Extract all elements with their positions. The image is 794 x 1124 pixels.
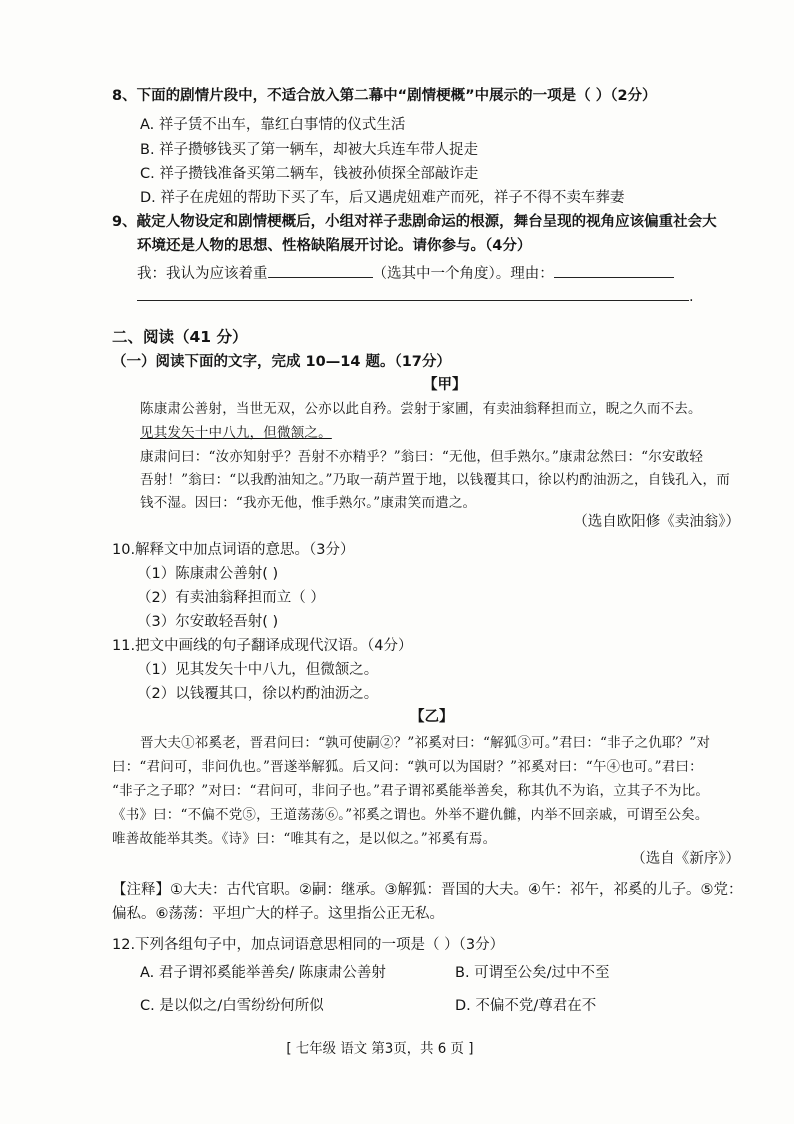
q8-option-c: C. 祥子攒钱准备买第二辆车，钱被孙侦探全部敲诈走 bbox=[140, 166, 479, 182]
yi-line-5: 唯善故能举其类。《诗》曰：“唯其有之，是以似之。”祁奚有焉。 bbox=[112, 831, 497, 847]
notes-line-1: 【注释】①大夫：古代官职。②嗣：继承。③解狐：晋国的大夫。④午：祁午，祁奚的儿子。⑤党： bbox=[112, 882, 743, 898]
q9-answer-prefix: 我：我认为应该着重 bbox=[137, 266, 268, 282]
jia-source: （选自欧阳修《卖油翁》） bbox=[573, 514, 740, 530]
yi-source: （选自《新序》） bbox=[631, 851, 740, 867]
q11-stem: 11.把文中画线的句子翻译成现代汉语。（4分） bbox=[112, 638, 413, 654]
q9-angle-blank[interactable] bbox=[268, 263, 373, 278]
q8-option-b: B. 祥子攒够钱买了第一辆车，却被大兵连车带人捉走 bbox=[140, 142, 479, 158]
q12-option-c: C. 是以似之/白雪纷纷何所似 bbox=[140, 998, 324, 1014]
q9-answer-mid: （选其中一个角度）。理由： bbox=[372, 266, 554, 282]
q12-option-b: B. 可谓至公矣/过中不至 bbox=[455, 965, 610, 981]
q10-item-2: （2）有卖油翁释担而立（ ） bbox=[137, 590, 325, 606]
yi-line-4: 《书》曰：“不偏不党⑤，王道荡荡⑥。”祁奚之谓也。外举不避仇雠，内举不回亲戚，可谓至公矣。 bbox=[112, 807, 709, 823]
q11-item-1: （1）见其发矢十中八九，但微颔之。 bbox=[137, 662, 379, 678]
jia-line-5: 钱不湿。因曰：“我亦无他，惟手熟尔。”康肃笑而遣之。 bbox=[140, 495, 477, 511]
q12-option-d: D. 不偏不党/尊君在不 bbox=[455, 998, 597, 1014]
q8-option-a: A. 祥子赁不出车，靠红白事情的仪式生活 bbox=[140, 117, 406, 133]
jia-line-2: 见其发矢十中八九，但微颔之。 bbox=[140, 425, 332, 441]
q8-stem: 8、下面的剧情片段中，不适合放入第二幕中“剧情梗概”中展示的一项是（ ）（2分） bbox=[112, 88, 657, 104]
page-footer: [ 七年级 语文 第3页，共 6 页 ] bbox=[286, 1041, 474, 1057]
jia-line-4: 吾射！”翁曰：“以我酌油知之。”乃取一葫芦置于地，以钱覆其口，徐以杓酌油沥之，自钱孔入，而 bbox=[140, 472, 730, 488]
q10-item-1: （1）陈康肃公善射( ) bbox=[137, 566, 279, 582]
q10-stem: 10.解释文中加点词语的意思。（3分） bbox=[112, 542, 355, 558]
jia-line-3: 康肃问曰：“汝亦知射乎？吾射不亦精乎？”翁曰：“无他，但手熟尔。”康肃忿然曰：“尔安敢轻 bbox=[140, 449, 704, 465]
q9-period: . bbox=[689, 289, 694, 305]
q12-option-a: A. 君子谓祁奚能举善矣/ 陈康肃公善射 bbox=[140, 965, 386, 981]
section2-sub1: （一）阅读下面的文字，完成 10—14 题。（17分） bbox=[112, 354, 451, 370]
q9-answer-line2 bbox=[137, 286, 694, 307]
q11-item-2: （2）以钱覆其口，徐以杓酌油沥之。 bbox=[137, 686, 379, 702]
q9-reason-blank-2[interactable] bbox=[137, 286, 689, 301]
yi-title: 【乙】 bbox=[410, 709, 454, 725]
notes-line-2: 偏私。⑥荡荡：平坦广大的样子。这里指公正无私。 bbox=[112, 906, 444, 922]
yi-line-1: 晋大夫①祁奚老，晋君问曰：“孰可使嗣②？”祁奚对曰：“解狐③可。”君曰：“非子之仇耶？”对 bbox=[140, 735, 711, 751]
q8-option-d: D. 祥子在虎妞的帮助下买了车，后又遇虎妞难产而死，祥子不得不卖车葬妻 bbox=[140, 190, 625, 206]
q9-reason-blank[interactable] bbox=[554, 263, 674, 278]
jia-title: 【甲】 bbox=[423, 377, 467, 393]
q10-item-3: （3）尔安敢轻吾射( ) bbox=[137, 614, 279, 630]
section2-title: 二、阅读（41 分） bbox=[112, 328, 248, 346]
q9-answer-line bbox=[137, 263, 674, 284]
yi-line-2: 曰：“君问可，非问仇也。”晋遂举解狐。后又问：“孰可以为国尉？”祁奚对曰：“午④也可。”君曰： bbox=[112, 759, 703, 775]
yi-line-3: “非子之子耶？”对曰：“君问可，非问子也。”君子谓祁奚能举善矣，称其仇不为谄，立其子不为比。 bbox=[112, 783, 710, 799]
q12-stem: 12.下列各组句子中，加点词语意思相同的一项是（ ）（3分） bbox=[112, 937, 505, 953]
q9-line1: 9、敲定人物设定和剧情梗概后，小组对祥子悲剧命运的根源，舞台呈现的视角应该偏重社会大 bbox=[112, 214, 717, 230]
q9-line2: 环境还是人物的思想、性格缺陷展开讨论。请你参与。（4分） bbox=[137, 238, 532, 254]
jia-line-1: 陈康肃公善射，当世无双，公亦以此自矜。尝射于家圃，有卖油翁释担而立，睨之久而不去。 bbox=[140, 401, 702, 417]
